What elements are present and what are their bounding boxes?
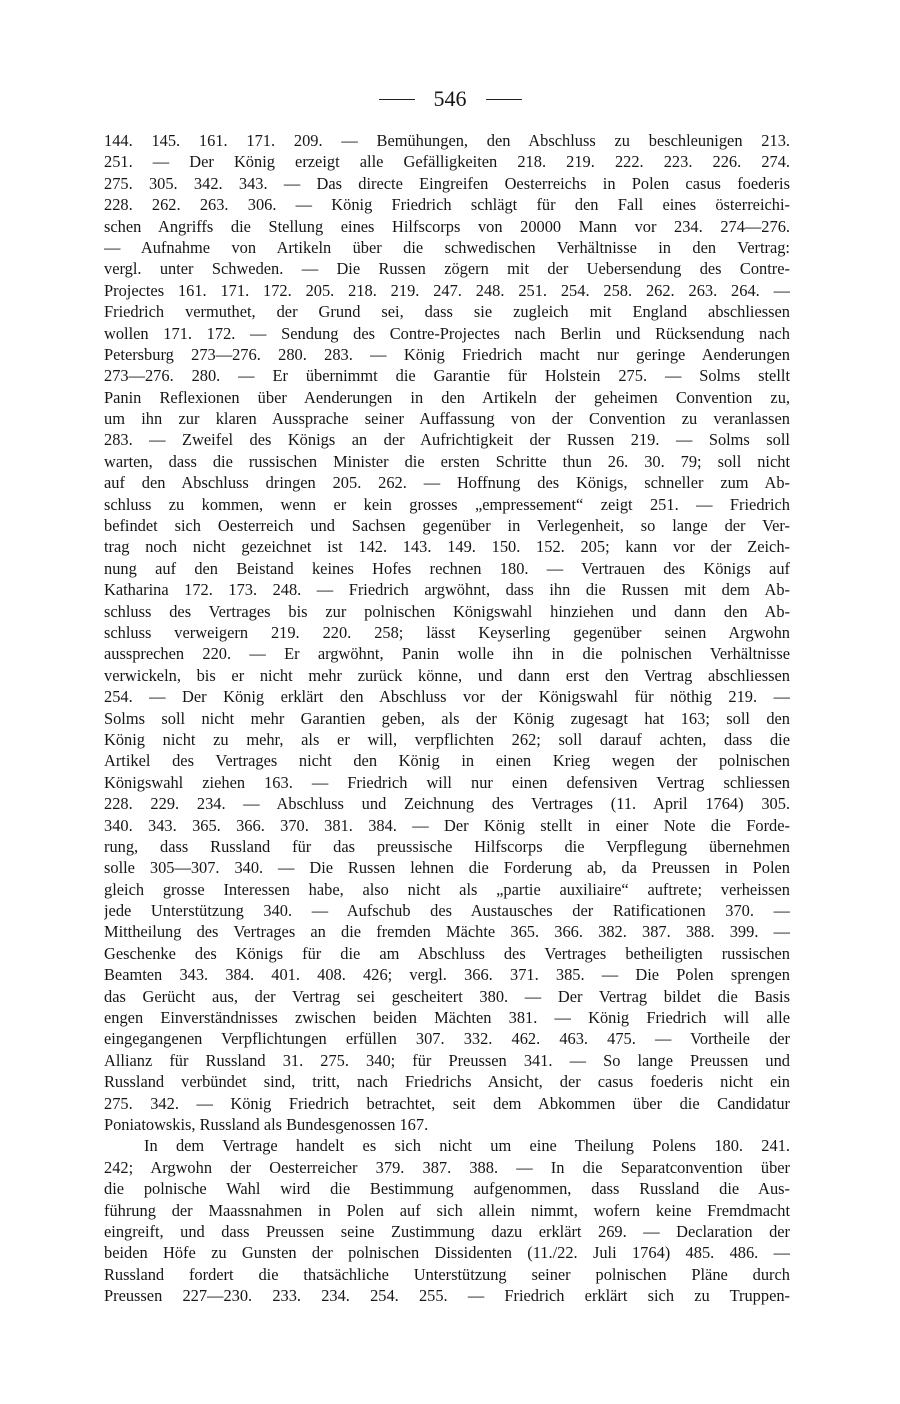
text-line: beiden Höfe zu Gunsten der polnischen Dissidenten (11./22. Juli 1764) 485. 486. — — [104, 1243, 790, 1263]
text-line: 144. 145. 161. 171. 209. — Bemühungen, den Abschluss zu beschleunigen 213. — [104, 131, 790, 150]
text-line: wollen 171. 172. — Sendung des Contre-Projectes nach Berlin und Rücksendung nach — [104, 323, 790, 343]
text-line: Russland verbündet sind, tritt, nach Friedrichs Ansicht, der casus foederis nicht ein — [104, 1072, 790, 1092]
text-line: 251. — Der König erzeigt alle Gefälligkeiten 218. 219. 222. 223. 226. 274. — [104, 152, 790, 172]
text-line: 254. — Der König erklärt den Abschluss vor der Königswahl für nöthig 219. — — [104, 687, 790, 707]
text-line: 228. 262. 263. 306. — König Friedrich schlägt für den Fall eines österreichi- — [104, 195, 790, 215]
text-line: Geschenke des Königs für die am Abschluss des Vertrages betheiligten russischen — [104, 943, 790, 963]
index-text-body — [104, 130, 790, 1306]
text-line: eingegangenen Verpflichtungen erfüllen 307. 332. 462. 463. 475. — Vortheile der — [104, 1029, 790, 1049]
text-line: Panin Reflexionen über Aenderungen in den Artikeln der geheimen Convention zu, — [104, 387, 790, 407]
text-line: Projectes 161. 171. 172. 205. 218. 219. 247. 248. 251. 254. 258. 262. 263. 264. — — [104, 280, 790, 300]
text-line: solle 305—307. 340. — Die Russen lehnen die Forderung ab, da Preussen in Polen — [104, 858, 790, 878]
text-line: 242; Argwohn der Oesterreicher 379. 387. 388. — In die Separatconvention über — [104, 1157, 790, 1177]
page-header — [0, 84, 900, 114]
text-line: Russland fordert die thatsächliche Unterstützung seiner polnischen Pläne durch — [104, 1264, 790, 1284]
text-line: schluss verweigern 219. 220. 258; lässt Keyserling gegenüber seinen Argwohn — [104, 622, 790, 642]
text-line: 340. 343. 365. 366. 370. 381. 384. — Der König stellt in einer Note die Forde- — [104, 815, 790, 835]
paragraph — [104, 130, 790, 1135]
text-line: die polnische Wahl wird die Bestimmung aufgenommen, dass Russland die Aus- — [104, 1179, 790, 1199]
text-line: rung, dass Russland für das preussische Hilfscorps die Verpflegung übernehmen — [104, 836, 790, 856]
text-line: Petersburg 273—276. 280. 283. — König Friedrich macht nur geringe Aenderungen — [104, 344, 790, 364]
text-line: schen Angriffs die Stellung eines Hilfscorps von 20000 Mann vor 234. 274—276. — [104, 216, 790, 236]
text-line: — Aufnahme von Artikeln über die schwedischen Verhältnisse in den Vertrag: — [104, 237, 790, 257]
text-line: 228. 229. 234. — Abschluss und Zeichnung des Vertrages (11. April 1764) 305. — [104, 794, 790, 814]
text-line: Allianz für Russland 31. 275. 340; für Preussen 341. — So lange Preussen und — [104, 1050, 790, 1070]
text-line: 275. 305. 342. 343. — Das directe Eingreifen Oesterreichs in Polen casus foederis — [104, 173, 790, 193]
text-line: Katharina 172. 173. 248. — Friedrich argwöhnt, dass ihn die Russen mit dem Ab- — [104, 580, 790, 600]
text-line: 283. — Zweifel des Königs an der Aufrichtigkeit der Russen 219. — Solms soll — [104, 430, 790, 450]
text-line: verwickeln, bis er nicht mehr zurück könne, und dann erst den Vertrag abschliessen — [104, 665, 790, 685]
text-line: Beamten 343. 384. 401. 408. 426; vergl. 366. 371. 385. — Die Polen sprengen — [104, 965, 790, 985]
text-line: schluss zu kommen, wenn er kein grosses „empressement“ zeigt 251. — Friedrich — [104, 494, 790, 514]
text-line: nung auf den Beistand keines Hofes rechnen 180. — Vertrauen des Königs auf — [104, 558, 790, 578]
text-line: befindet sich Oesterreich und Sachsen gegenüber in Verlegenheit, so lange der Ver- — [104, 516, 790, 536]
text-line: warten, dass die russischen Minister die ersten Schritte thun 26. 30. 79; soll nicht — [104, 451, 790, 471]
text-line: Königswahl ziehen 163. — Friedrich will nur einen defensiven Vertrag schliessen — [104, 772, 790, 792]
paragraph — [104, 1135, 790, 1306]
text-line: eingreift, und dass Preussen seine Zustimmung dazu erklärt 269. — Declaration der — [104, 1221, 790, 1241]
text-line: Mittheilung des Vertrages an die fremden Mächte 365. 366. 382. 387. 388. 399. — — [104, 922, 790, 942]
text-line: vergl. unter Schweden. — Die Russen zögern mit der Uebersendung des Contre- — [104, 259, 790, 279]
text-line: Poniatowskis, Russland als Bundesgenossen 167. — [104, 1114, 429, 1134]
text-line: 273—276. 280. — Er übernimmt die Garantie für Holstein 275. — Solms stellt — [104, 366, 790, 386]
text-line: Friedrich vermuthet, der Grund sei, dass sie zugleich mit England abschliessen — [104, 302, 790, 322]
header-rule-left — [379, 99, 415, 100]
text-line: 275. 342. — König Friedrich betrachtet, seit dem Abkommen über die Candidatur — [104, 1093, 790, 1113]
text-line: Artikel des Vertrages nicht den König in einen Krieg wegen der polnischen — [104, 751, 790, 771]
header-rule-right — [486, 99, 522, 100]
text-line: führung der Maassnahmen in Polen auf sich allein nimmt, wofern keine Fremdmacht — [104, 1200, 790, 1220]
text-line: aussprechen 220. — Er argwöhnt, Panin wolle ihn in die polnischen Verhältnisse — [104, 644, 790, 664]
text-line: Preussen 227—230. 233. 234. 254. 255. — Friedrich erklärt sich zu Truppen- — [104, 1286, 790, 1306]
text-line: das Gerücht aus, der Vertrag sei gescheitert 380. — Der Vertrag bildet die Basis — [104, 986, 790, 1006]
text-line: auf den Abschluss dringen 205. 262. — Hoffnung des Königs, schneller zum Ab- — [104, 473, 790, 493]
text-line: engen Einverständnisses zwischen beiden Mächten 381. — König Friedrich will alle — [104, 1008, 790, 1028]
text-line: Solms soll nicht mehr Garantien geben, als der König zugesagt hat 163; soll den — [104, 708, 790, 728]
text-line: In dem Vertrage handelt es sich nicht um eine Theilung Polens 180. 241. — [144, 1136, 790, 1156]
page-number: 546 — [433, 86, 467, 111]
text-line: trag noch nicht gezeichnet ist 142. 143. 149. 150. 152. 205; kann vor der Zeich- — [104, 537, 790, 557]
text-line: jede Unterstützung 340. — Aufschub des Austausches der Ratificationen 370. — — [104, 901, 790, 921]
text-line: König nicht zu mehr, als er will, verpflichten 262; soll darauf achten, dass die — [104, 729, 790, 749]
text-line: um ihn zur klaren Aussprache seiner Auffassung von der Convention zu veranlassen — [104, 409, 790, 429]
text-line: schluss des Vertrages bis zur polnischen Königswahl hinziehen und dann den Ab- — [104, 601, 790, 621]
text-line: gleich grosse Interessen habe, also nicht als „partie auxiliaire“ auftrete; verheissen — [104, 879, 790, 899]
